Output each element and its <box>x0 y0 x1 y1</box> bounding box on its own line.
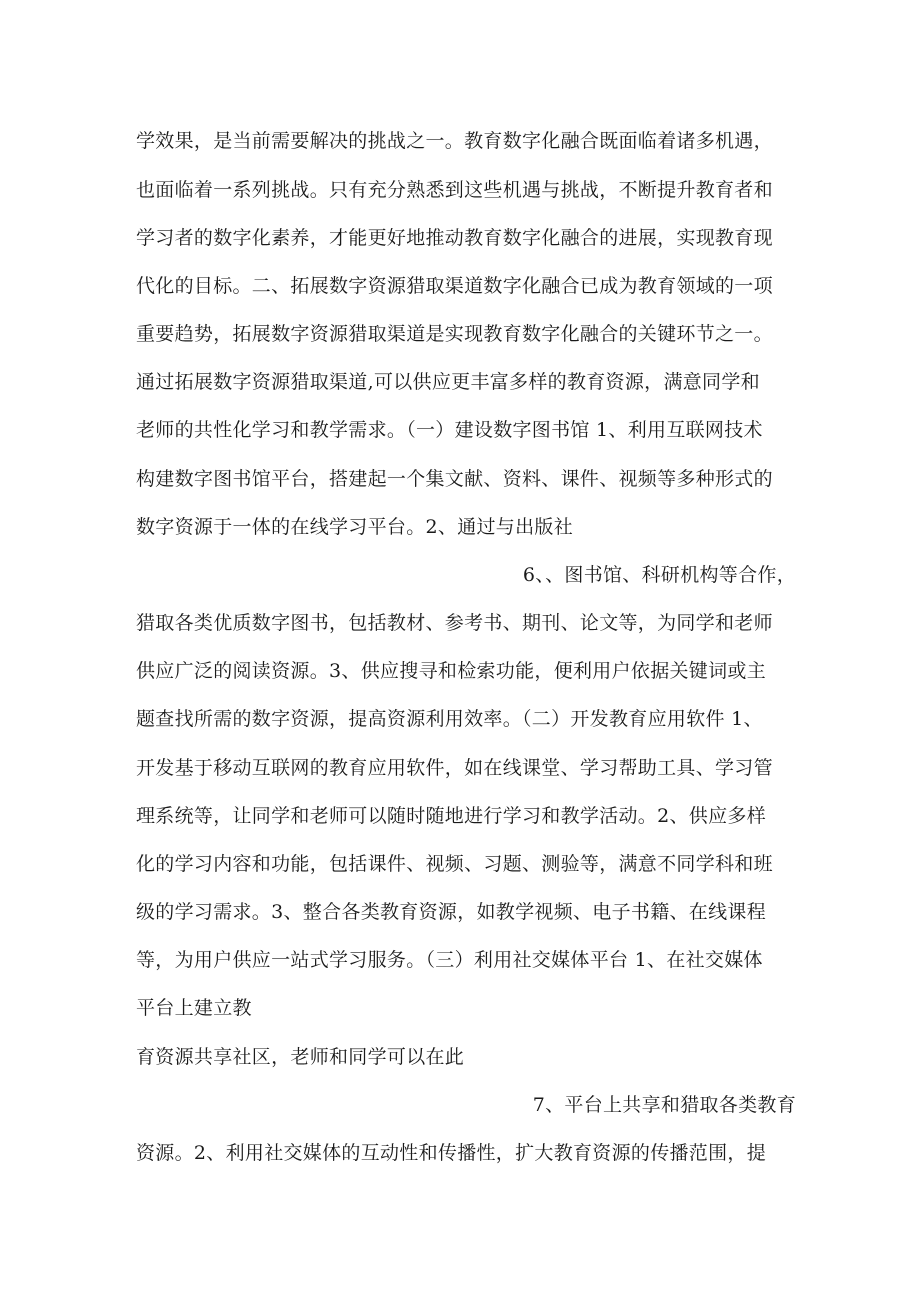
text-line: 数字资源于一体的在线学习平台。2、通过与出版社 <box>136 516 573 538</box>
text-line: 开发基于移动互联网的教育应用软件，如在线课堂、学习帮助工具、学习管 <box>136 757 773 779</box>
text-line: 级的学习需求。3、整合各类教育资源，如教学视频、电子书籍、在线课程 <box>136 901 766 923</box>
text-line: 重要趋势，拓展数字资源猎取渠道是实现教育数字化融合的关键环节之一。 <box>136 323 773 345</box>
text-line: 化的学习内容和功能，包括课件、视频、习题、测验等，满意不同学科和班 <box>136 853 773 875</box>
text-line: 供应广泛的阅读资源。3、供应搜寻和检索功能，便利用户依据关键词或主 <box>136 660 766 682</box>
text-line: 也面临着一系列挑战。只有充分熟悉到这些机遇与挑战，不断提升教育者和 <box>136 179 773 201</box>
text-line: 代化的目标。二、拓展数字资源猎取渠道数字化融合已成为教育领域的一项 <box>136 275 773 297</box>
text-line: 构建数字图书馆平台，搭建起一个集文献、资料、课件、视频等多种形式的 <box>136 468 773 490</box>
text-line: 6、、图书馆、科研机构等合作， <box>522 564 796 586</box>
text-line: 老师的共性化学习和教学需求。（一）建设数字图书馆 1、利用互联网技术 <box>136 419 763 441</box>
text-line: 7、平台上共享和猎取各类教育 <box>532 1094 796 1116</box>
text-line: 题查找所需的数字资源，提高资源利用效率。（二）开发教育应用软件 1、 <box>136 708 763 730</box>
text-line: 理系统等，让同学和老师可以随时随地进行学习和教学活动。2、供应多样 <box>136 805 766 827</box>
text-line: 育资源共享社区，老师和同学可以在此 <box>136 1046 465 1068</box>
text-line: 猎取各类优质数字图书，包括教材、参考书、期刊、论文等，为同学和老师 <box>136 612 773 634</box>
text-line: 等，为用户供应一站式学习服务。（三）利用社交媒体平台 1、在社交媒体 <box>136 949 763 971</box>
text-line: 学习者的数字化素养，才能更好地推动教育数字化融合的进展，实现教育现 <box>136 227 773 249</box>
text-line: 平台上建立教 <box>136 997 252 1019</box>
text-line: 通过拓展数字资源猎取渠道,可以供应更丰富多样的教育资源，满意同学和 <box>136 371 760 393</box>
text-line: 学效果，是当前需要解决的挑战之一。教育数字化融合既面临着诸多机遇， <box>136 130 773 152</box>
text-line: 资源。2、利用社交媒体的互动性和传播性，扩大教育资源的传播范围，提 <box>136 1142 766 1164</box>
